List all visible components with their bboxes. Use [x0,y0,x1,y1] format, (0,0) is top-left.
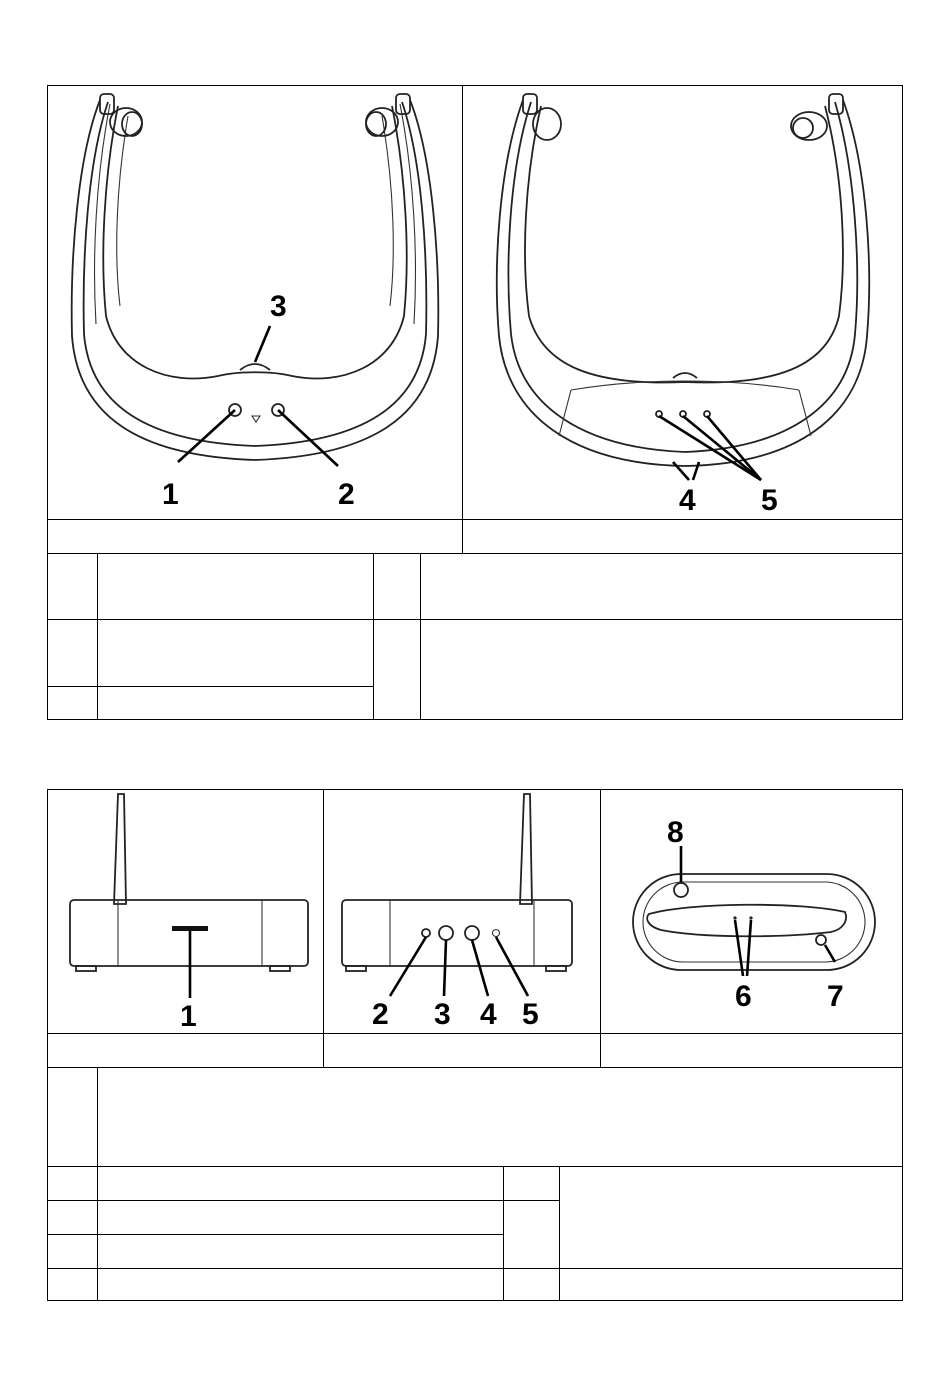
transmitter-rear-callout-2: 2 [372,998,389,1031]
headset-front-callout-2: 2 [338,478,355,511]
headset-back-callout-5: 5 [761,484,778,517]
transmitter-rear-callout-4: 4 [480,998,497,1031]
transmitter-top-illustration [601,790,902,1033]
headset-back-illustration [463,86,902,519]
transmitter-rear-callout-3: 3 [434,998,451,1031]
headset-front-callout-3: 3 [270,290,287,323]
transmitter-top-callout-7: 7 [827,980,844,1013]
transmitter-top-callout-8: 8 [667,816,684,849]
transmitter-front-callout-1: 1 [180,1000,197,1033]
headset-front-callout-1: 1 [162,478,179,511]
transmitter-rear-callout-5: 5 [522,998,539,1031]
headset-back-callout-4: 4 [679,484,696,517]
headset-front-illustration [48,86,462,519]
transmitter-top-callout-6: 6 [735,980,752,1013]
transmitter-rear-illustration [324,790,600,1033]
transmitter-front-illustration [48,790,323,1033]
